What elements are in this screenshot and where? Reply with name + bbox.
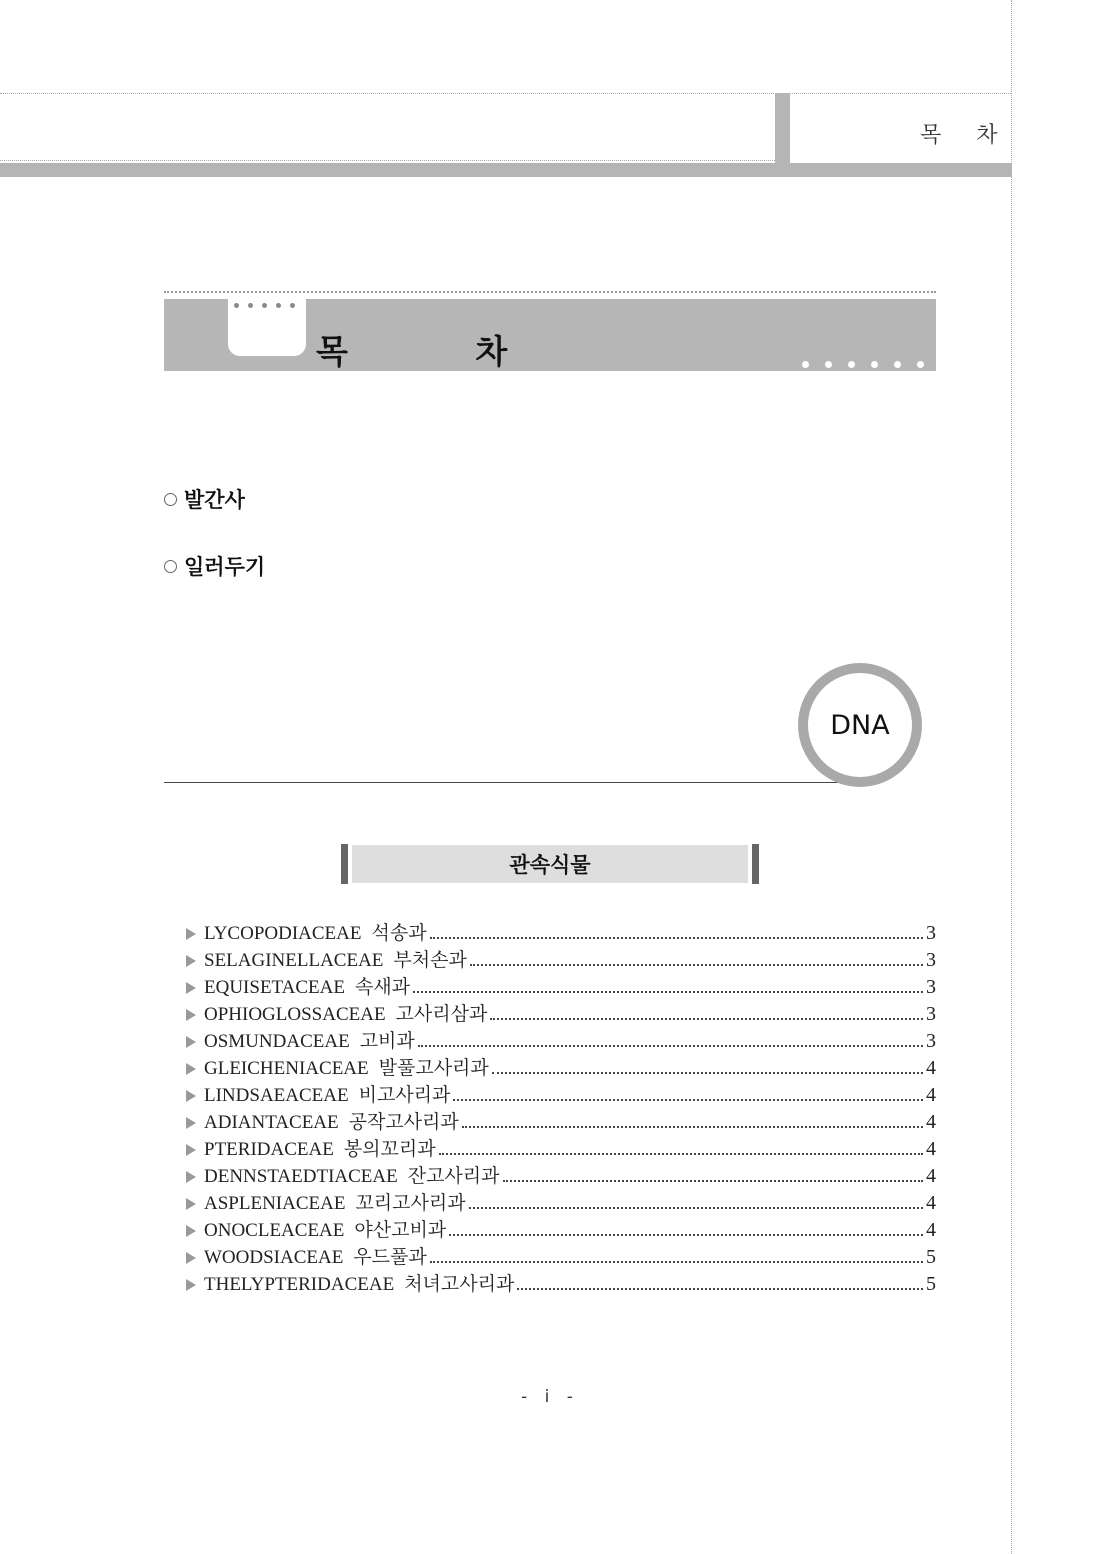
header-bar bbox=[0, 163, 1012, 177]
triangle-bullet-icon bbox=[186, 1279, 196, 1291]
banner-dot bbox=[894, 361, 901, 368]
toc-entry-latin: SELAGINELLACEAE bbox=[204, 950, 384, 971]
notch-dot bbox=[262, 303, 267, 308]
toc-entry-korean: 부처손과 bbox=[393, 950, 467, 971]
banner-dot bbox=[825, 361, 832, 368]
triangle-bullet-icon bbox=[186, 1252, 196, 1264]
toc-entry-korean: 봉의꼬리과 bbox=[343, 1139, 436, 1160]
toc-entry-latin: EQUISETACEAE bbox=[204, 977, 345, 998]
triangle-bullet-icon bbox=[186, 1198, 196, 1210]
front-matter-label: 발간사 bbox=[184, 488, 245, 512]
toc-entry-korean: 우드풀과 bbox=[353, 1247, 427, 1268]
toc-entry[interactable] bbox=[186, 999, 936, 1026]
banner-dot bbox=[848, 361, 855, 368]
toc-entry-latin: ONOCLEACEAE bbox=[204, 1220, 345, 1241]
toc-entry[interactable] bbox=[186, 1242, 936, 1269]
dot-leader bbox=[517, 1288, 923, 1290]
toc-entry-page: 4 bbox=[926, 1165, 936, 1187]
front-matter-label: 일러두기 bbox=[184, 555, 266, 579]
section-heading-label: 관속식물 bbox=[509, 853, 591, 877]
toc-entry-latin: DENNSTAEDTIACEAE bbox=[204, 1166, 398, 1187]
toc-entry-page: 5 bbox=[926, 1273, 936, 1295]
toc-entry-korean: 잔고사리과 bbox=[407, 1166, 500, 1187]
dot-leader bbox=[449, 1234, 923, 1236]
toc-entry[interactable] bbox=[186, 1161, 936, 1188]
circle-bullet-icon bbox=[164, 493, 177, 506]
toc-entry-page: 3 bbox=[926, 922, 936, 944]
toc-entry[interactable] bbox=[186, 1026, 936, 1053]
front-matter-item[interactable] bbox=[164, 484, 245, 514]
heading-bar-right bbox=[752, 844, 759, 884]
toc-entry-korean: 고비과 bbox=[359, 1031, 415, 1052]
notch-dot bbox=[290, 303, 295, 308]
toc-entry[interactable] bbox=[186, 1269, 936, 1296]
triangle-bullet-icon bbox=[186, 1144, 196, 1156]
triangle-bullet-icon bbox=[186, 982, 196, 994]
toc-entry-latin: WOODSIACEAE bbox=[204, 1247, 344, 1268]
dot-leader bbox=[492, 1072, 923, 1074]
toc-entry-page: 4 bbox=[926, 1111, 936, 1133]
toc-entry-page: 3 bbox=[926, 1030, 936, 1052]
dna-badge-label: DNA bbox=[830, 709, 890, 741]
notch-dot bbox=[276, 303, 281, 308]
right-margin-rule bbox=[1011, 0, 1012, 1554]
toc-entry-korean: 야산고비과 bbox=[354, 1220, 447, 1241]
section-heading bbox=[352, 845, 748, 883]
toc-entry-latin: PTERIDACEAE bbox=[204, 1139, 334, 1160]
toc-entry-korean: 공작고사리과 bbox=[348, 1112, 459, 1133]
toc-entry-page: 4 bbox=[926, 1219, 936, 1241]
heading-bar-left bbox=[341, 844, 348, 884]
toc-entry-latin: OSMUNDACEAE bbox=[204, 1031, 350, 1052]
toc-entry-page: 3 bbox=[926, 949, 936, 971]
dot-leader bbox=[470, 964, 923, 966]
toc-entry[interactable] bbox=[186, 1080, 936, 1107]
toc-entry[interactable] bbox=[186, 1107, 936, 1134]
toc-entry-korean: 꼬리고사리과 bbox=[355, 1193, 466, 1214]
toc-entry[interactable] bbox=[186, 945, 936, 972]
header-dotted-rule-right bbox=[790, 93, 1011, 94]
triangle-bullet-icon bbox=[186, 1090, 196, 1102]
toc-entry-page: 5 bbox=[926, 1246, 936, 1268]
page-title: 목 차 bbox=[316, 332, 566, 371]
banner-dot bbox=[917, 361, 924, 368]
banner-tab-notch bbox=[228, 293, 306, 356]
dot-leader bbox=[469, 1207, 923, 1209]
running-header-title: 목 차 bbox=[920, 123, 1012, 148]
toc-entry-page: 4 bbox=[926, 1084, 936, 1106]
triangle-bullet-icon bbox=[186, 1063, 196, 1075]
triangle-bullet-icon bbox=[186, 1171, 196, 1183]
circle-bullet-icon bbox=[164, 560, 177, 573]
toc-entry-latin: ASPLENIACEAE bbox=[204, 1193, 346, 1214]
toc-entry-korean: 처녀고사리과 bbox=[404, 1274, 515, 1295]
header-dotted-rule bbox=[0, 93, 780, 94]
dot-leader bbox=[430, 1261, 923, 1263]
toc-entry[interactable] bbox=[186, 1134, 936, 1161]
section-divider-rule bbox=[164, 782, 854, 783]
header-dotted-rule-lower bbox=[0, 160, 775, 161]
header-divider-block bbox=[775, 93, 790, 168]
toc-entry[interactable] bbox=[186, 972, 936, 999]
notch-dot bbox=[248, 303, 253, 308]
toc-entry-latin: OPHIOGLOSSACEAE bbox=[204, 1004, 386, 1025]
dot-leader bbox=[503, 1180, 923, 1182]
toc-entry-korean: 속새과 bbox=[354, 977, 411, 998]
page-number: - i - bbox=[521, 1387, 579, 1407]
triangle-bullet-icon bbox=[186, 1036, 196, 1048]
dot-leader bbox=[439, 1153, 923, 1155]
toc-entry[interactable] bbox=[186, 1188, 936, 1215]
toc-entry-latin: LYCOPODIACEAE bbox=[204, 923, 362, 944]
toc-entry-page: 4 bbox=[926, 1192, 936, 1214]
toc-entry[interactable] bbox=[186, 1053, 936, 1080]
toc-entry-page: 3 bbox=[926, 1003, 936, 1025]
dot-leader bbox=[413, 991, 923, 993]
toc-entry-page: 4 bbox=[926, 1138, 936, 1160]
toc-entry-korean: 발풀고사리과 bbox=[378, 1058, 489, 1079]
toc-entry-korean: 석송과 bbox=[371, 923, 427, 944]
triangle-bullet-icon bbox=[186, 928, 196, 940]
dot-leader bbox=[453, 1099, 923, 1101]
dot-leader bbox=[490, 1018, 923, 1020]
toc-entry-page: 4 bbox=[926, 1057, 936, 1079]
triangle-bullet-icon bbox=[186, 1225, 196, 1237]
toc-entry-korean: 비고사리과 bbox=[358, 1085, 451, 1106]
dna-badge bbox=[808, 673, 912, 777]
toc-entry-latin: LINDSAEACEAE bbox=[204, 1085, 349, 1106]
toc-entry-page: 3 bbox=[926, 976, 936, 998]
dot-leader bbox=[418, 1045, 923, 1047]
toc-list bbox=[186, 918, 936, 1296]
toc-entry-korean: 고사리삼과 bbox=[395, 1004, 488, 1025]
banner-dot bbox=[802, 361, 809, 368]
toc-entry-latin: GLEICHENIACEAE bbox=[204, 1058, 369, 1079]
toc-entry[interactable] bbox=[186, 918, 936, 945]
notch-dot bbox=[234, 303, 239, 308]
dot-leader bbox=[430, 937, 923, 939]
toc-entry[interactable] bbox=[186, 1215, 936, 1242]
triangle-bullet-icon bbox=[186, 1009, 196, 1021]
triangle-bullet-icon bbox=[186, 1117, 196, 1129]
dot-leader bbox=[462, 1126, 923, 1128]
toc-entry-latin: THELYPTERIDACEAE bbox=[204, 1274, 395, 1295]
banner-dot bbox=[871, 361, 878, 368]
toc-entry-latin: ADIANTACEAE bbox=[204, 1112, 339, 1133]
front-matter-item[interactable] bbox=[164, 551, 265, 581]
triangle-bullet-icon bbox=[186, 955, 196, 967]
